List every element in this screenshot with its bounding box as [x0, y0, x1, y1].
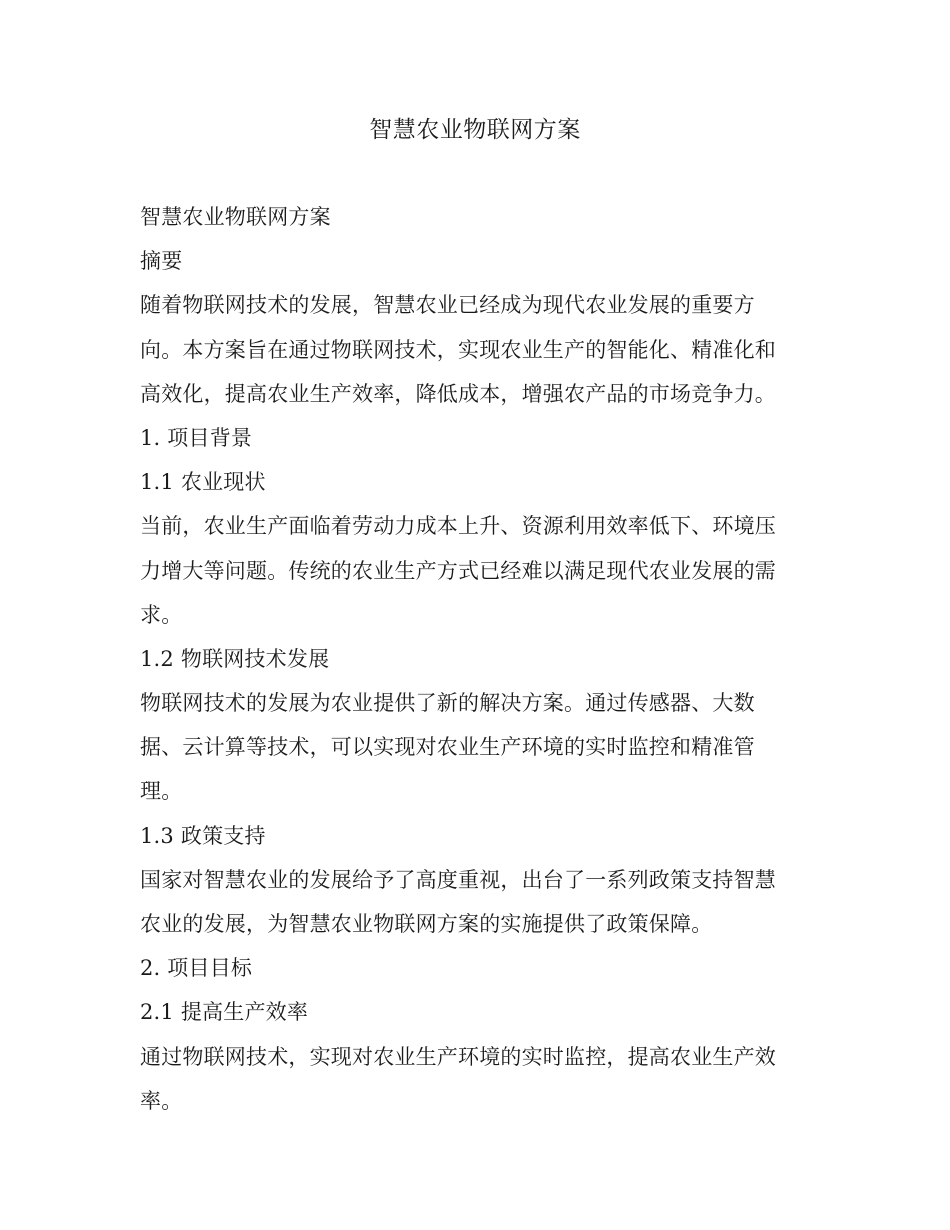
paragraph-line: 通过物联网技术，实现对农业生产环境的实时监控，提高农业生产效: [140, 1044, 776, 1069]
paragraph-line: 农业的发展，为智慧农业物联网方案的实施提供了政策保障。: [140, 912, 713, 936]
document-body: [140, 195, 796, 1123]
abstract-heading: 摘要: [140, 249, 183, 274]
subtitle-line: 智慧农业物联网方案: [140, 205, 331, 229]
document-title: 智慧农业物联网方案: [369, 117, 581, 143]
paragraph-line: 当前，农业生产面临着劳动力成本上升、资源利用效率低下、环境压: [140, 514, 776, 539]
paragraph-line: 理。: [140, 779, 183, 804]
paragraph-line: 物联网技术的发展为农业提供了新的解决方案。通过传感器、大数: [140, 691, 755, 716]
paragraph-line: 国家对智慧农业的发展给予了高度重视，出台了一系列政策支持智慧: [140, 867, 776, 892]
paragraph-line: 率。: [140, 1088, 183, 1113]
subsection-heading: 1.2 物联网技术发展: [140, 646, 330, 671]
subsection-heading: 2.1 提高生产效率: [140, 1000, 309, 1025]
abstract-line: 高效化，提高农业生产效率，降低成本，增强农产品的市场竞争力。: [140, 381, 776, 406]
section-heading: 1. 项目背景: [140, 425, 253, 450]
section-heading: 2. 项目目标: [140, 956, 253, 981]
paragraph-line: 力增大等问题。传统的农业生产方式已经难以满足现代农业发展的需: [140, 558, 776, 583]
abstract-line: 随着物联网技术的发展，智慧农业已经成为现代农业发展的重要方: [140, 293, 755, 318]
paragraph-line: 求。: [140, 602, 183, 627]
subsection-heading: 1.3 政策支持: [140, 823, 266, 848]
abstract-line: 向。本方案旨在通过物联网技术，实现农业生产的智能化、精准化和: [140, 337, 776, 362]
paragraph-line: 据、云计算等技术，可以实现对农业生产环境的实时监控和精准管: [140, 735, 755, 760]
subsection-heading: 1.1 农业现状: [140, 470, 266, 495]
